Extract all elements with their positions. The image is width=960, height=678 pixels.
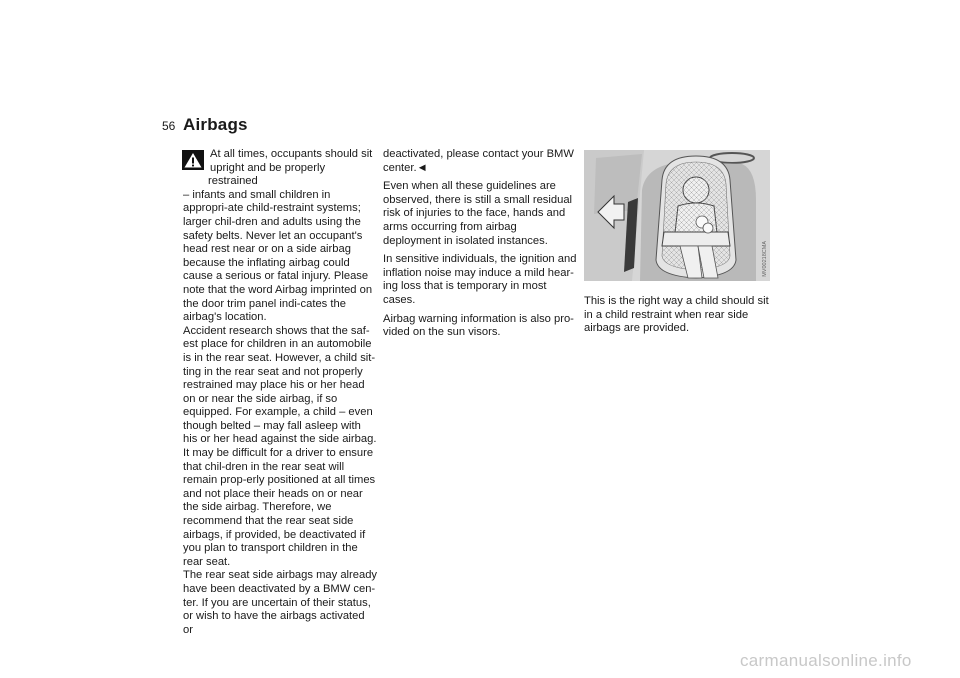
child-seat-drawing [584,150,770,281]
figure-caption: This is the right way a child should sit in a child restraint when rear side airbags are provided. [584,295,769,335]
paragraph: The rear seat side airbags may already have been deactivated by a BMW cen-ter. If you are uncertain of their status, or wish to have the airbags activated or [183,569,378,636]
warning-body: – infants and small children in appropri-ate child-restraint systems; larger chil-dren and adults using the safety belts. Never let an occupant's head rest near or on a side airbag because the inflating airbag could cause a serious or fatal injury. Please note that the word Airbag imprinted on the door trim panel indi-cates the airbag's location. [183,188,373,324]
text-column-2 [383,148,577,345]
figure-code: MV00218CMA [762,241,768,277]
warning-icon [182,150,204,170]
watermark: carmanualsonline.info [740,651,912,670]
warning-line-1: At all times, occupants should sit [210,148,373,160]
paragraph: In sensitive individuals, the ignition and inflation noise may induce a mild hear-ing loss that is temporary in most cases. [383,253,577,306]
warning-line-2: upright and be properly restrained [208,161,326,188]
text-column-1 [183,148,377,637]
child-seat-illustration [584,150,770,281]
paragraph: deactivated, please contact your BMW center.◄ [383,148,574,174]
paragraph: Even when all these guidelines are observed, there is still a small residual risk of injuries to the face, hands and arms occurring from airbag deployment in isolated instances. [383,180,573,247]
paragraph: Airbag warning information is also pro-vided on the sun visors. [383,312,574,339]
warning-text [183,148,377,325]
page-title: Airbags [183,115,248,134]
page-number: 56 [162,119,176,133]
paragraph: Accident research shows that the saf-est place for children in an automobile is in the rear seat. However, a child sit-ting in the rear seat and not properly restrained may place his or her head on or near the side airbag, if so equipped. For example, a child – even though belted – may fall asleep with his or her head against the side airbag. It may be difficult for a driver to ensure that chil-dren in the rear seat will remain prop-erly positioned at all times and not place their heads on or near the side airbag. Therefore, we recommend that the rear seat side airbags, if provided, be deactivated if you plan to transport children in the rear seat. [183,324,377,568]
